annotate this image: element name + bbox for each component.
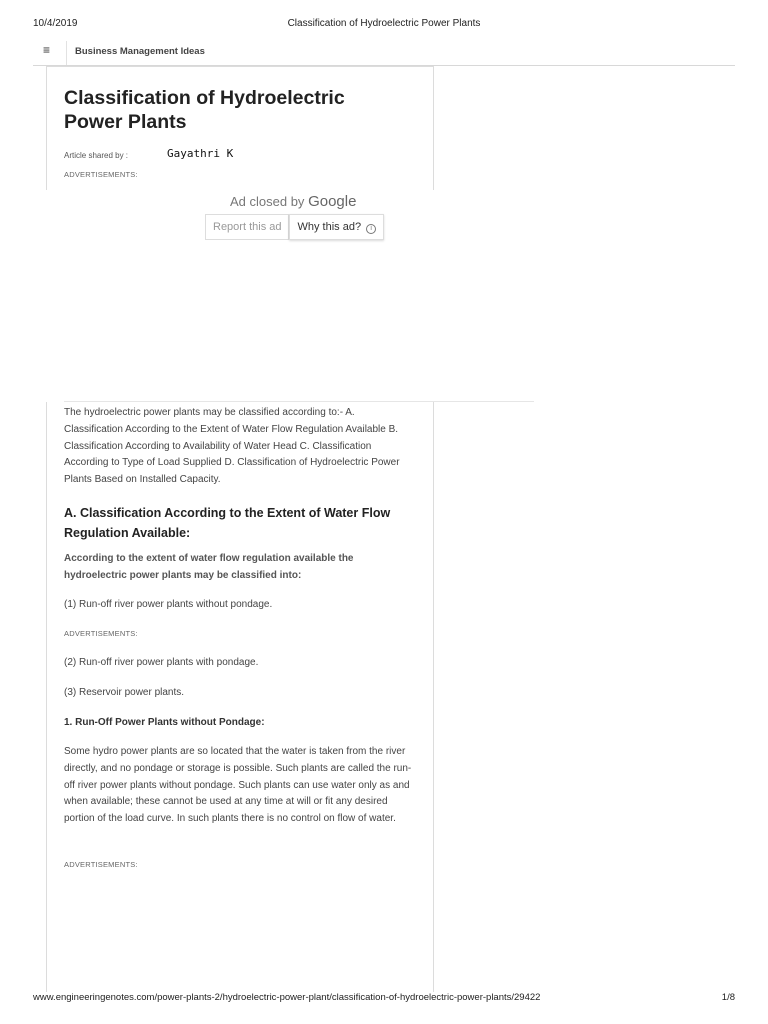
advertisements-label: ADVERTISEMENTS:	[64, 860, 138, 869]
sub-paragraph-1: Some hydro power plants are so located that the water is taken from the river directly, and no pondage or storage is possible. Such plants are called the run-off river power plants without pondage. Such plants can use water only as and when available; these cannot be used at any time at will or fit any desired portion of the load curve. In such plants there is no control on flow of water.	[64, 746, 412, 825]
intro-paragraph: The hydroelectric power plants may be classified according to:- A. Classification According to the Extent of Water Flow Regulation Available B. Classification According to Availability of Water Head C. Classification According to Type of Load Supplied D. Classification of Hydroelectric Power Plants Based on Installed Capacity.	[64, 407, 400, 486]
hamburger-menu-icon[interactable]: ≡	[43, 43, 51, 57]
site-name-link[interactable]: Business Management Ideas	[75, 46, 205, 57]
print-footer-url: www.engineeringenotes.com/power-plants-2/hydroelectric-power-plant/classification-of-hydroelectric-power-plants/29422	[33, 992, 541, 1003]
site-header	[33, 41, 735, 66]
report-ad-button[interactable]: Report this ad	[205, 214, 289, 240]
advertisements-label: ADVERTISEMENTS:	[64, 629, 138, 638]
list-item-2: (2) Run-off river power plants with pondage.	[64, 657, 259, 668]
print-title: Classification of Hydroelectric Power Plants	[287, 18, 481, 29]
shared-by-label: Article shared by :	[64, 151, 129, 160]
section-a-intro: According to the extent of water flow regulation available the hydroelectric power plants may be classified into:	[64, 553, 354, 581]
article-title: Classification of Hydroelectric Power Plants	[64, 87, 345, 133]
print-date: 10/4/2019	[33, 18, 78, 29]
list-item-1: (1) Run-off river power plants without pondage.	[64, 599, 273, 610]
advertisements-label: ADVERTISEMENTS:	[64, 170, 138, 179]
google-brand: Google	[308, 193, 357, 210]
why-this-ad-label: Why this ad?	[297, 221, 362, 233]
header-divider	[66, 41, 67, 65]
print-page-number: 1/8	[721, 992, 735, 1003]
ad-feedback-buttons	[205, 214, 384, 240]
list-item-3: (3) Reservoir power plants.	[64, 687, 185, 698]
author-name: Gayathri K	[167, 147, 234, 160]
ad-closed-text: Ad closed by	[230, 194, 305, 209]
sub-heading-1: 1. Run-Off Power Plants without Pondage:	[64, 717, 265, 728]
why-this-ad-button[interactable]	[289, 214, 384, 240]
ad-closed-notice	[230, 193, 356, 210]
info-icon: i	[366, 224, 376, 234]
section-a-heading: A. Classification According to the Extent of Water Flow Regulation Available:	[64, 506, 391, 540]
